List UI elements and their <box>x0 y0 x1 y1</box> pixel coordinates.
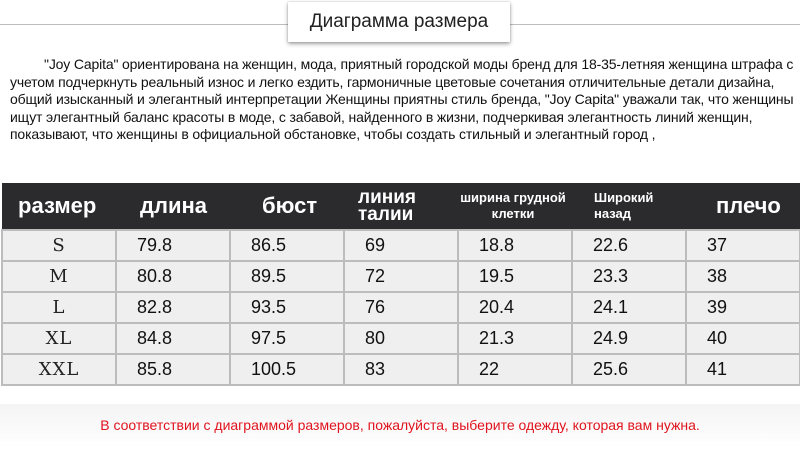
back-width-cell: 24.1 <box>572 292 686 323</box>
back-width-cell: 24.9 <box>572 323 686 354</box>
table-row <box>2 292 800 323</box>
header-waist: линия талии <box>344 183 458 230</box>
header-back-width: Широкий назад <box>572 183 686 230</box>
brand-description: "Joy Capita" ориентирована на женщин, мода, приятный городской моды бренд для 18-35-летняя женщина штрафа с учетом подчеркнуть реальный износ и легко ездить, гармоничные цветовые сочетания отличительные детали дизайна, общий изысканный и элегантный интерпретации Женщины приятны стиль бренда, "Joy Capita" уважали так, что женщины ищут элегантный баланс красоты в моде, с забавой, найденного в жизни, подчеркивая элегантность линий женщин, показывают, что женщины в официальной обстановке, чтобы создать стильный и элегантный город , <box>10 56 794 142</box>
title-divider-right <box>510 24 800 25</box>
size-chart-table <box>1 183 800 386</box>
bust-cell: 97.5 <box>230 323 344 354</box>
shoulder-cell: 41 <box>686 354 800 385</box>
chest-width-cell: 22 <box>458 354 572 385</box>
length-cell: 82.8 <box>116 292 230 323</box>
chest-width-cell: 20.4 <box>458 292 572 323</box>
waist-cell: 72 <box>344 261 458 292</box>
bust-cell: 93.5 <box>230 292 344 323</box>
size-advice-note: В соответствии с диаграммой размеров, пожалуйста, выберите одежду, которая вам нужна. <box>100 417 700 433</box>
header-size: размер <box>2 183 116 230</box>
title-banner <box>0 0 800 52</box>
bust-cell: 86.5 <box>230 230 344 261</box>
title-divider-left <box>0 24 288 25</box>
back-width-cell: 25.6 <box>572 354 686 385</box>
waist-cell: 69 <box>344 230 458 261</box>
page-title: Диаграмма размера <box>288 2 510 42</box>
table-row <box>2 323 800 354</box>
size-cell: M <box>2 261 116 292</box>
header-shoulder: плечо <box>686 183 800 230</box>
shoulder-cell: 39 <box>686 292 800 323</box>
table-row <box>2 230 800 261</box>
table-header-row <box>2 183 800 230</box>
shoulder-cell: 37 <box>686 230 800 261</box>
size-cell: XXL <box>2 354 116 385</box>
waist-cell: 80 <box>344 323 458 354</box>
back-width-cell: 22.6 <box>572 230 686 261</box>
waist-cell: 83 <box>344 354 458 385</box>
length-cell: 79.8 <box>116 230 230 261</box>
header-chest-width: ширина грудной клетки <box>458 183 572 230</box>
chest-width-cell: 18.8 <box>458 230 572 261</box>
length-cell: 84.8 <box>116 323 230 354</box>
shoulder-cell: 38 <box>686 261 800 292</box>
chest-width-cell: 21.3 <box>458 323 572 354</box>
size-cell: S <box>2 230 116 261</box>
waist-cell: 76 <box>344 292 458 323</box>
back-width-cell: 23.3 <box>572 261 686 292</box>
header-bust: бюст <box>230 183 344 230</box>
size-cell: L <box>2 292 116 323</box>
bust-cell: 100.5 <box>230 354 344 385</box>
table-row <box>2 354 800 385</box>
shoulder-cell: 40 <box>686 323 800 354</box>
length-cell: 85.8 <box>116 354 230 385</box>
header-length: длина <box>116 183 230 230</box>
bust-cell: 89.5 <box>230 261 344 292</box>
chest-width-cell: 19.5 <box>458 261 572 292</box>
size-cell: XL <box>2 323 116 354</box>
table-row <box>2 261 800 292</box>
length-cell: 80.8 <box>116 261 230 292</box>
